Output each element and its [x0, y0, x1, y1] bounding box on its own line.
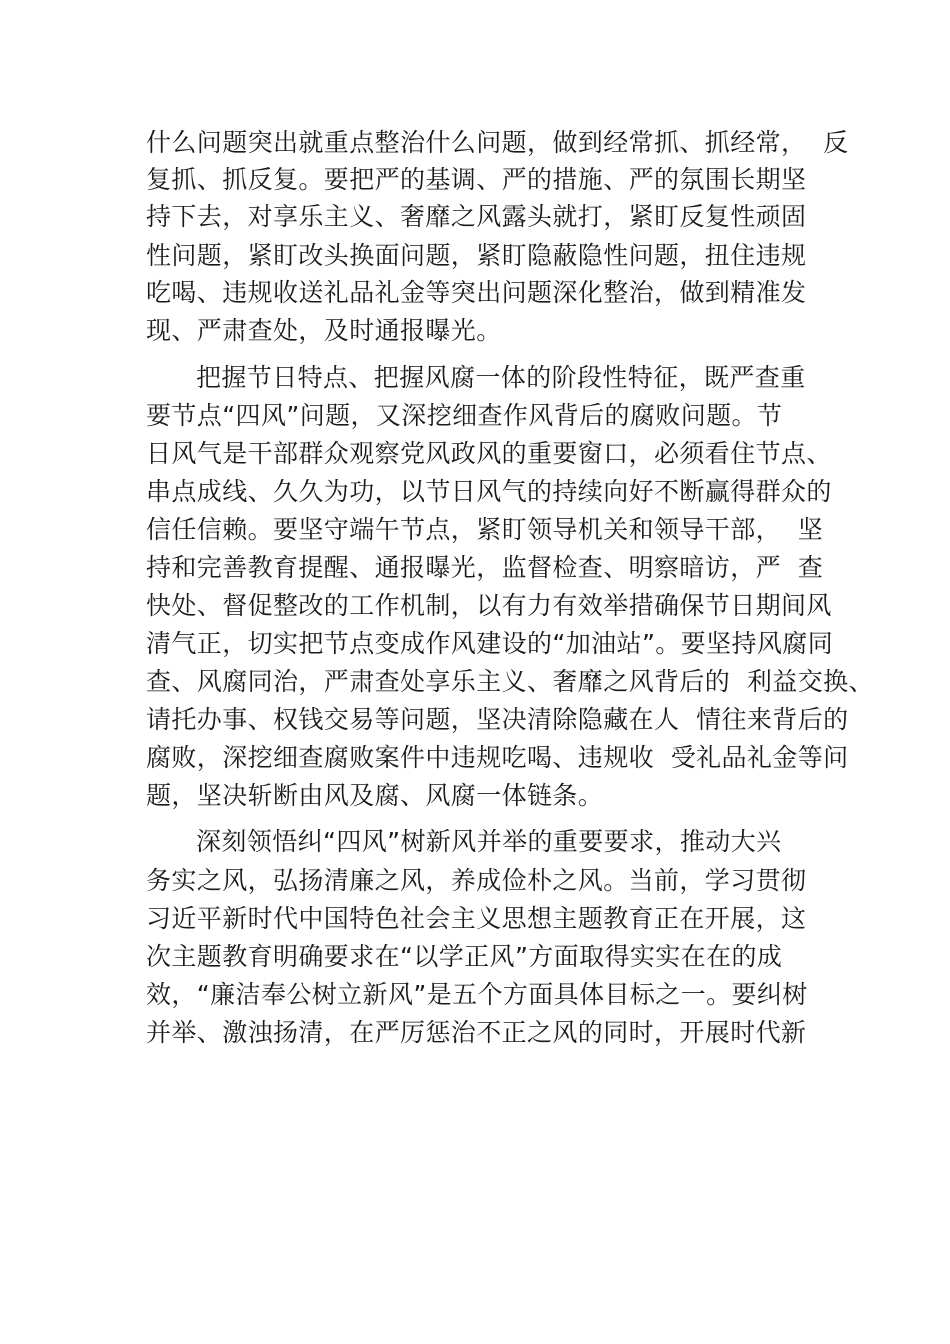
paragraph-1-line-6: 现、严肃查处，及时通报曝光。: [146, 316, 502, 345]
paragraph-2-line-6: 持和完善教育提醒、通报曝光，监督检查、明察暗访，严 查: [146, 553, 824, 582]
paragraph-2-line-1: 把握节日特点、把握风腐一体的阶段性特征，既严查重: [196, 363, 806, 392]
paragraph-2-line-3: 日风气是干部群众观察党风政风的重要窗口，必须看住节点、: [146, 439, 832, 468]
paragraph-3-line-2: 务实之风，弘扬清廉之风，养成俭朴之风。当前，学习贯彻: [146, 866, 807, 895]
paragraph-1-line-4: 性问题，紧盯改头换面问题，紧盯隐蔽隐性问题，扭住违规: [146, 241, 807, 270]
paragraph-1-line-3: 持下去，对享乐主义、奢靡之风露头就打，紧盯反复性顽固: [146, 202, 807, 231]
paragraph-1-line-1: 什么问题突出就重点整治什么问题，做到经常抓、抓经常， 反: [146, 128, 849, 157]
paragraph-2-line-4: 串点成线、久久为功，以节日风气的持续向好不断赢得群众的: [146, 477, 832, 506]
paragraph-2-line-12: 题，坚决斩断由风及腐、风腐一体链条。: [146, 781, 604, 810]
paragraph-3-line-6: 并举、激浊扬清，在严厉惩治不正之风的同时，开展时代新: [146, 1018, 807, 1047]
paragraph-1-line-5: 吃喝、违规收送礼品礼金等突出问题深化整治，做到精准发: [146, 278, 807, 307]
paragraph-3-line-4: 次主题教育明确要求在“以学正风”方面取得实实在在的成: [146, 942, 783, 971]
paragraph-2-line-9: 查、风腐同治，严肃查处享乐主义、奢靡之风背后的 利益交换、: [146, 667, 874, 696]
paragraph-2-line-11: 腐败，深挖细查腐败案件中违规吃喝、违规收 受礼品礼金等问: [146, 743, 849, 772]
paragraph-2-line-7: 快处、督促整改的工作机制，以有力有效举措确保节日期间风: [146, 591, 832, 620]
paragraph-2-line-2: 要节点“四风”问题，又深挖细查作风背后的腐败问题。节: [146, 401, 783, 430]
paragraph-1-line-2: 复抓、抓反复。要把严的基调、严的措施、严的氛围长期坚: [146, 165, 807, 194]
paragraph-3-line-3: 习近平新时代中国特色社会主义思想主题教育正在开展，这: [146, 904, 807, 933]
paragraph-3-line-5: 效，“廉洁奉公树立新风”是五个方面具体目标之一。要纠树: [146, 980, 808, 1009]
paragraph-2-line-10: 请托办事、权钱交易等问题，坚决清除隐藏在人 情往来背后的: [146, 705, 849, 734]
paragraph-2-line-8: 清气正，切实把节点变成作风建设的“加油站”。要坚持风腐同: [146, 629, 834, 658]
paragraph-2-line-5: 信任信赖。要坚守端午节点，紧盯领导机关和领导干部， 坚: [146, 515, 824, 544]
paragraph-3-line-1: 深刻领悟纠“四风”树新风并举的重要要求，推动大兴: [196, 827, 782, 856]
